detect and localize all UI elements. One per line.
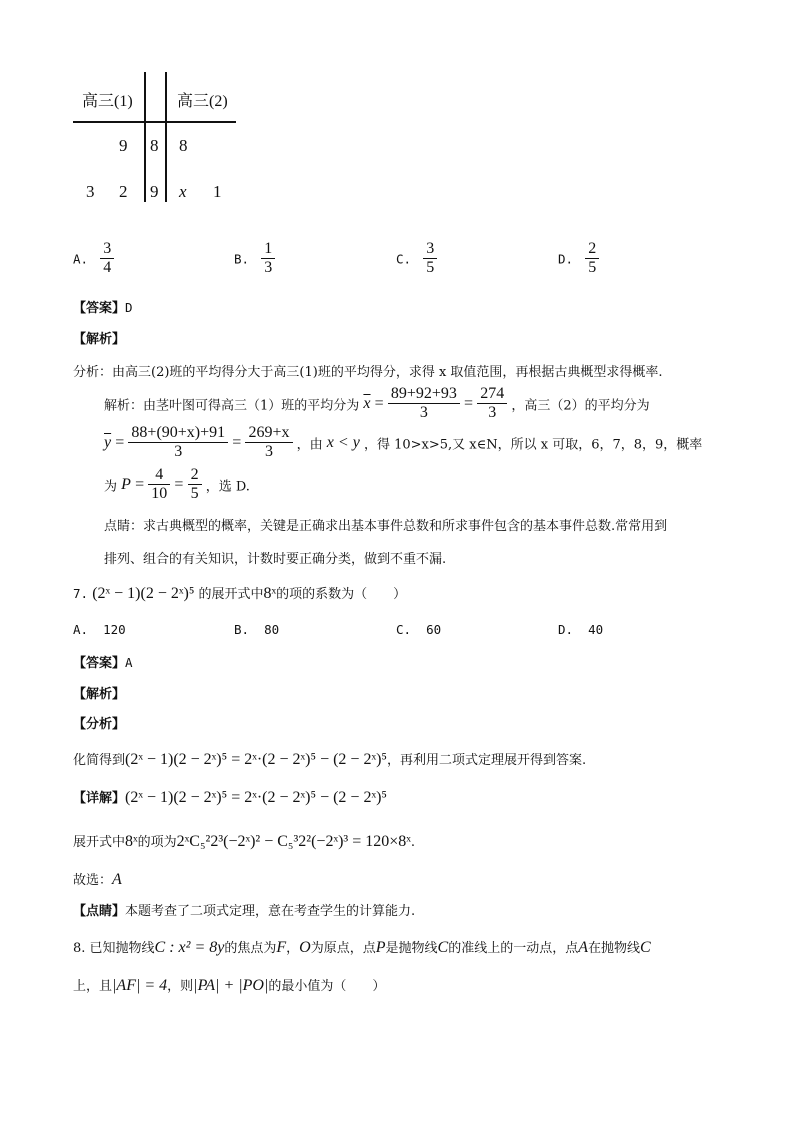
q7-guxuan: 故选：A bbox=[73, 871, 122, 888]
q6-option-a: A. $\frac{3}{4}$ bbox=[73, 240, 114, 278]
leaf-right-r2a: x bbox=[179, 182, 187, 201]
q8-line2: 上，且|AF| = 4，则|PA| + |PO|的最小值为（ ） bbox=[73, 977, 386, 994]
q6-dianjing-line1: 点睛：求古典概型的概率，关键是正确求出基本事件总数和所求事件包含的基本事件总数.常常用到 bbox=[104, 519, 668, 534]
q6-jiexi-line1: 解析：由茎叶图可得高三（1）班的平均分为 $\overline{x}$ = $\frac{89+92+93}{3}$ = $\frac{274}{3}$ ，高三（2）的平均分为 bbox=[104, 385, 650, 422]
q7-option-d: D. 40 bbox=[558, 622, 604, 637]
q6-answer: 【答案】D bbox=[73, 300, 133, 316]
leaf-left-r1: 9 bbox=[119, 136, 128, 155]
q6-option-d: D. $\frac{2}{5}$ bbox=[558, 240, 599, 278]
table-header-rule bbox=[73, 121, 236, 123]
table-left-header: 高三(1) bbox=[82, 93, 133, 110]
q7-option-b: B. 80 bbox=[234, 622, 280, 637]
q7-answer: 【答案】A bbox=[73, 655, 133, 671]
q8-line1: 8. 已知抛物线C : x² = 8y的焦点为F，O为原点，点P是抛物线C的准线上的一动点，点A在抛物线C bbox=[73, 939, 651, 956]
q7-option-c: C. 60 bbox=[396, 622, 442, 637]
q6-jiexi-line3: 为 P = $\frac{4}{10}$ = $\frac{2}{5}$ ，选 D. bbox=[104, 466, 250, 503]
q7-xiangjie: 【详解】(2ˣ − 1)(2 − 2ˣ)⁵ = 2ˣ·(2 − 2ˣ)⁵ − (2 − 2ˣ)⁵ bbox=[73, 789, 387, 806]
table-right-header: 高三(2) bbox=[177, 93, 228, 110]
table-divider-right bbox=[165, 72, 167, 202]
q7-analysis-tag: 【解析】 bbox=[73, 687, 126, 702]
stem-r1: 8 bbox=[150, 136, 159, 155]
q6-jiexi-line2: $\overline{y}$ = $\frac{88+(90+x)+91}{3}$ = $\frac{269+x}{3}$ ，由 x < y ，得 10>x>5,又 x∈N，所以 x 可取，6，7，8，9，概率 bbox=[104, 424, 703, 461]
q6-analysis-tag: 【解析】 bbox=[73, 332, 126, 347]
leaf-left-r2a: 3 bbox=[86, 182, 95, 201]
leaf-right-r1: 8 bbox=[179, 136, 188, 155]
q7-option-a: A. 120 bbox=[73, 622, 126, 637]
q7-fenxi-tag: 【分析】 bbox=[73, 717, 126, 732]
leaf-right-r2b: 1 bbox=[213, 182, 222, 201]
q6-option-c: C. $\frac{3}{5}$ bbox=[396, 240, 437, 278]
q6-fenxi: 分析：由高三(2)班的平均得分大于高三(1)班的平均得分，求得 x 取值范围，再根据古典概型求得概率. bbox=[73, 365, 663, 380]
table-divider-left bbox=[144, 72, 146, 202]
q7-zhankai: 展开式中8ˣ的项为2ˣC₅²2³(−2ˣ)² − C₅³2²(−2ˣ)³ = 120×8ˣ. bbox=[73, 833, 416, 850]
stem-r2: 9 bbox=[150, 182, 159, 201]
q7-fenxi-text: 化简得到(2ˣ − 1)(2 − 2ˣ)⁵ = 2ˣ·(2 − 2ˣ)⁵ − (2 − 2ˣ)⁵，再利用二项式定理展开得到答案. bbox=[73, 751, 587, 768]
q6-dianjing-line2: 排列、组合的有关知识，计数时要正确分类，做到不重不漏. bbox=[104, 552, 447, 567]
q6-option-b: B. $\frac{1}{3}$ bbox=[234, 240, 275, 278]
q7-stem: 7. (2ˣ − 1)(2 − 2ˣ)⁵ 的展开式中8ˣ的项的系数为（ ） bbox=[73, 585, 407, 602]
leaf-left-r2b: 2 bbox=[119, 182, 128, 201]
q7-dianjing: 【点睛】本题考查了二项式定理，意在考查学生的计算能力. bbox=[73, 904, 416, 919]
